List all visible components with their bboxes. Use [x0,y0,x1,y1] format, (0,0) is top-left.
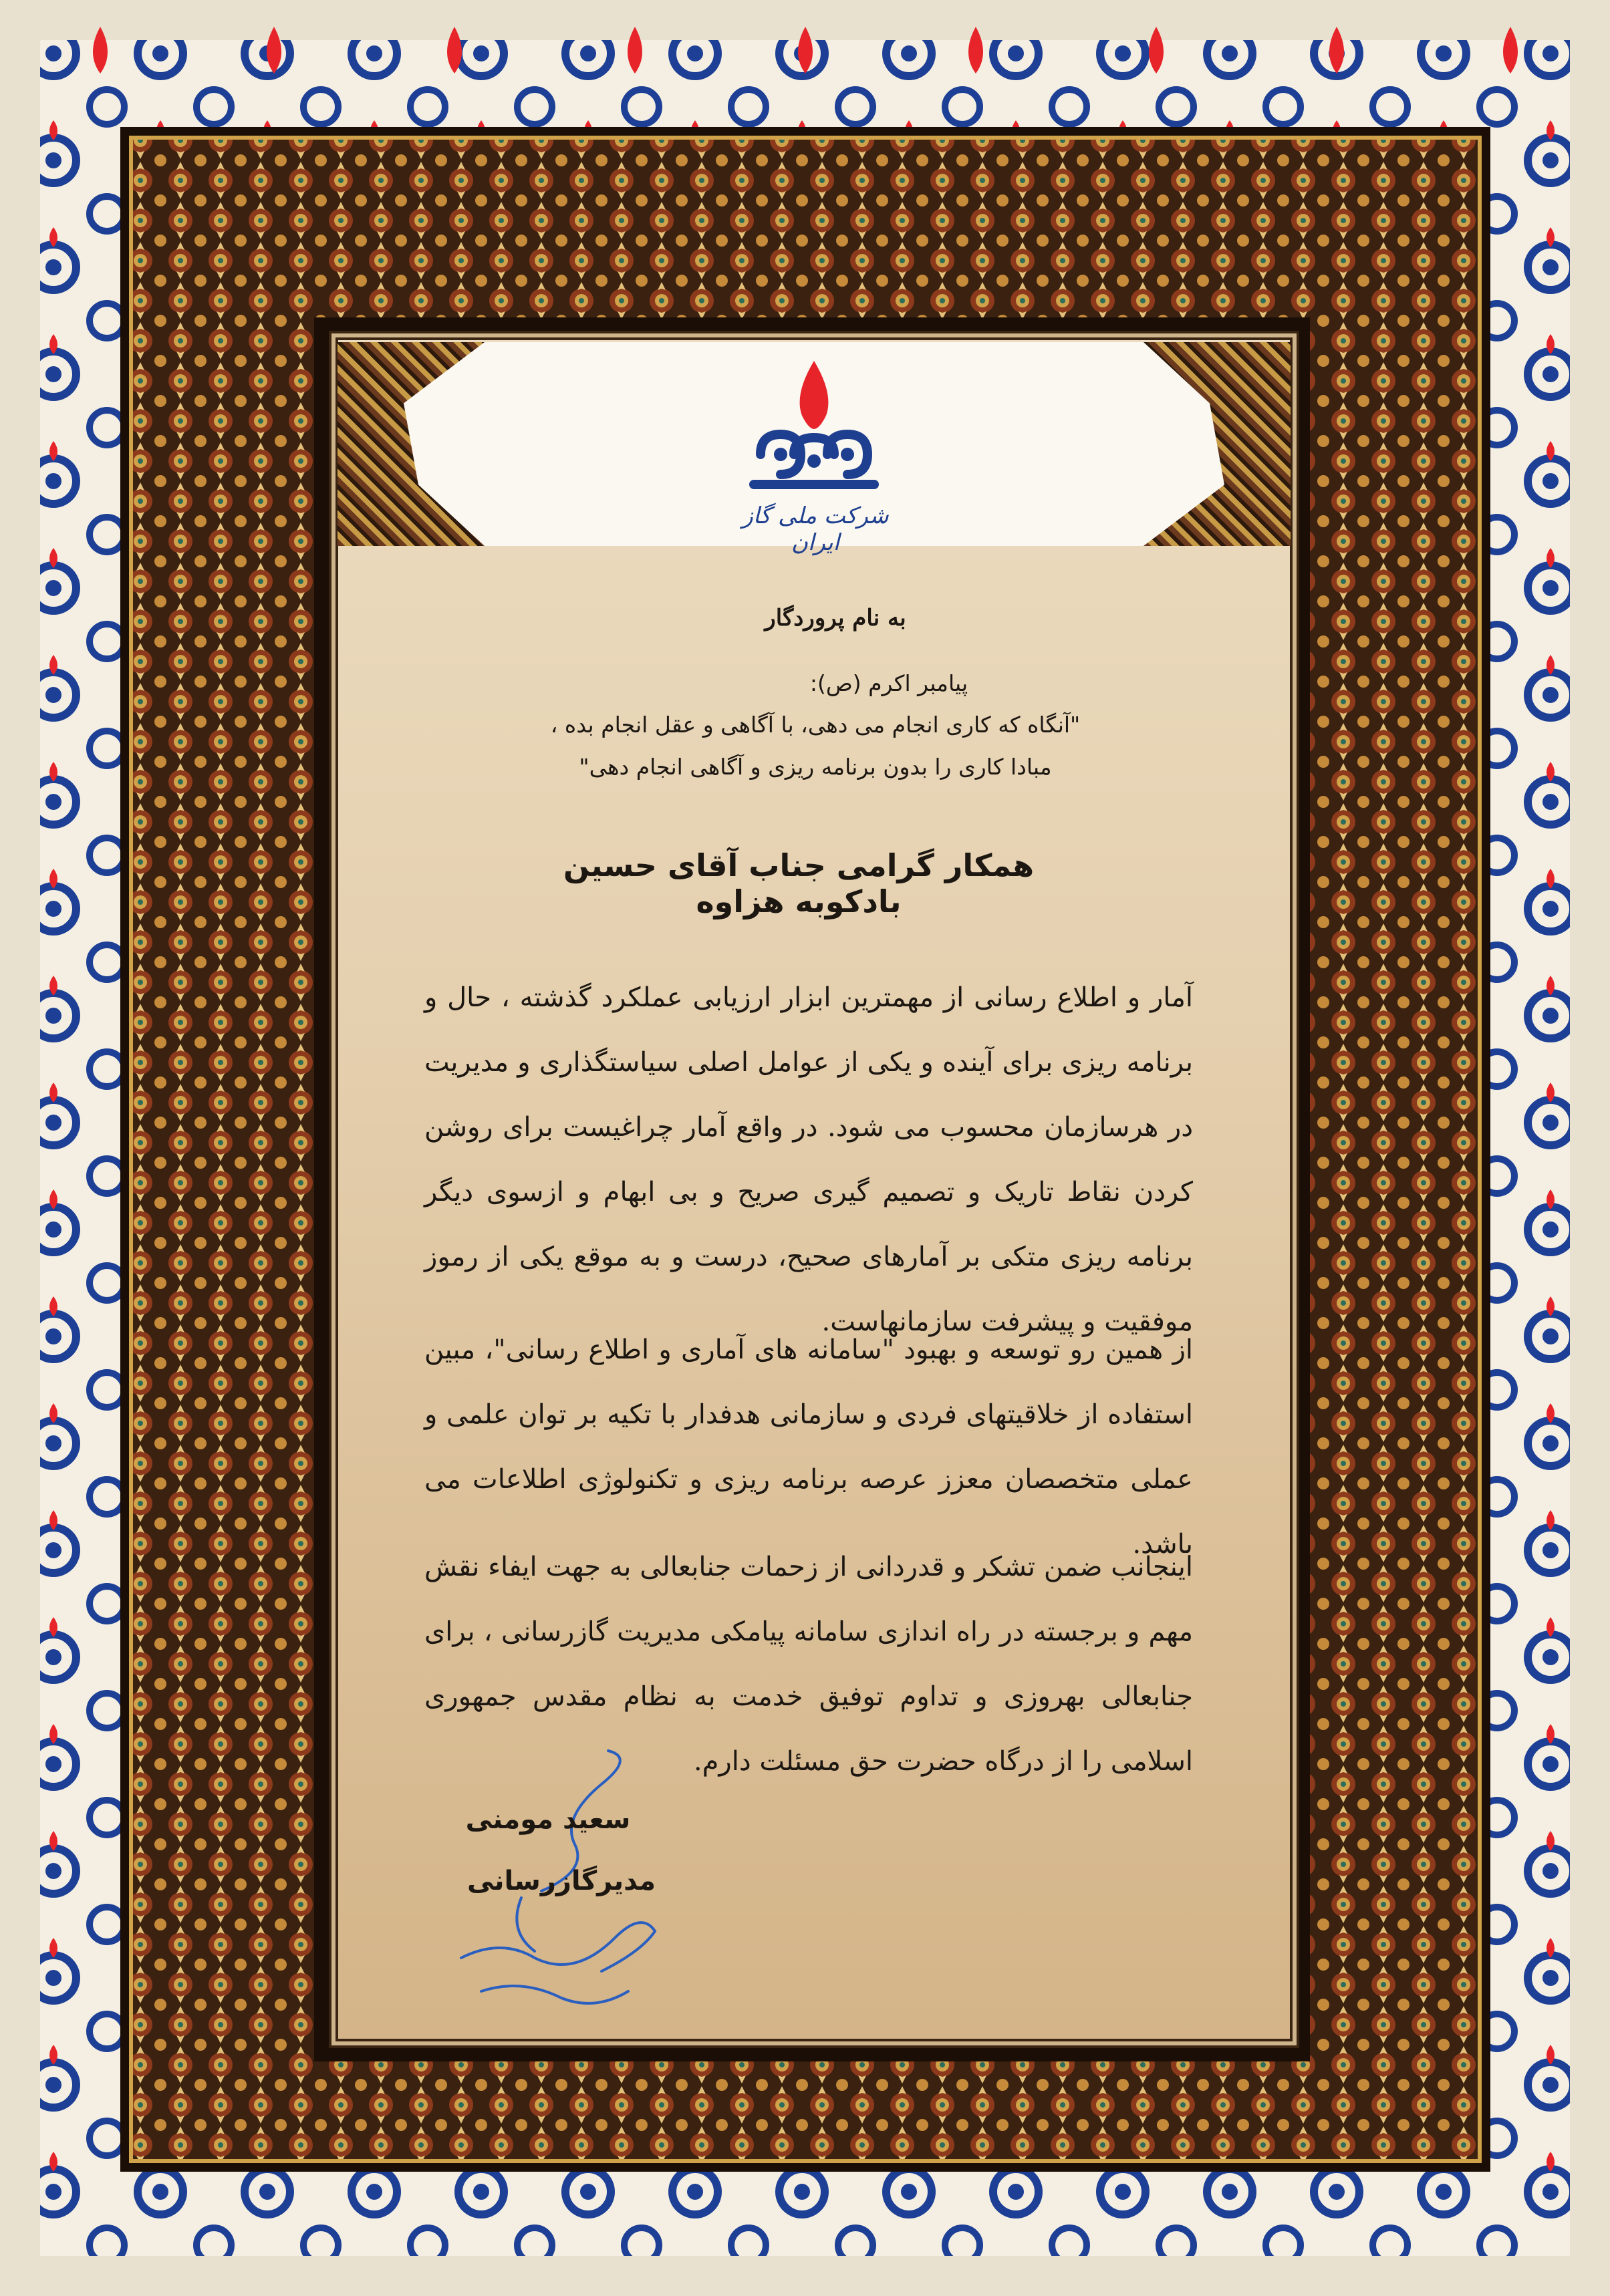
body-paragraph-2: از همین رو توسعه و بهبود "سامانه های آماری و اطلاع رسانی"، مبین استفاده از خلاقیتهای فردی و سازمانی هدفدار با تکیه بر توان علمی و عملی متخصصان معزز عرصه برنامه ریزی و تکنولوژی اطلاعات می باشد. [424,1334,1193,1560]
body-paragraph-1: آمار و اطلاع رسانی از مهمترین ابزار ارزیابی عملکرد گذشته ، حال و برنامه ریزی برای آینده و یکی از عوامل اصلی سیاستگذاری و مدیریت در هرسازمان محسوب می شود. در واقع آمار چراغیست برای روشن کردن نقاط تاریک و تصمیم گیری صریح و بی ابهام و ازسوی دیگر برنامه ریزی متکی بر آمارهای صحیح، درست و به موقع یکی از رموز موفقیت و پیشرفت سازمانهاست. [424,982,1193,1337]
signer-name: سعید مومنی [465,1804,631,1835]
logo-caption: شرکت ملی گاز ایران [742,503,889,556]
signer-title: مدیرگازرسانی [467,1866,656,1896]
quote-line-1: "آنگاه که کاری انجام می دهی، با آگاهی و عقل انجام بده ، [550,712,1081,738]
recipient-line: همکار گرامی جناب آقای حسین بادکوبه هزاوه [563,847,1035,919]
body-paragraph-3: اینجانب ضمن تشکر و قدردانی از زحمات جنابعالی به جهت ایفاء نقش مهم و برجسته در راه اندازی سامانه پیامکی مدیریت گازرسانی ، برای جنابعالی بهروزی و تداوم توفیق خدمت به نظام مقدس جمهوری اسلامی را از درگاه حضرت حق مسئلت دارم. [424,1552,1193,1777]
nigc-flame-logo-icon [734,354,894,515]
quote-attribution: پیامبر اکرم (ص): [809,670,968,696]
letter-heading: به نام پروردگار [765,605,906,631]
quote-line-2: مبادا کاری را بدون برنامه ریزی و آگاهی انجام دهی" [579,754,1052,780]
